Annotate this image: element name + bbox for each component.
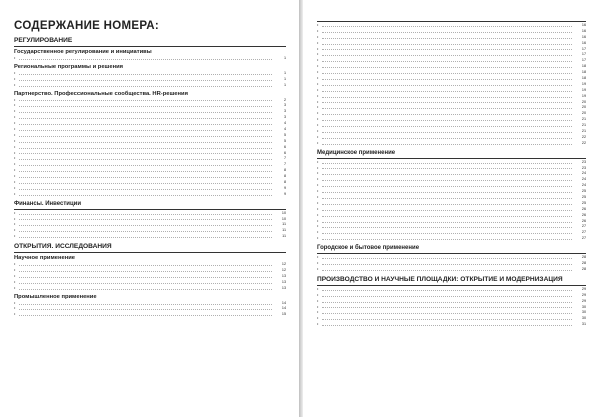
right-page [303, 0, 600, 417]
toc-entry-page: 11 [282, 234, 286, 239]
entry-text-placeholder [322, 162, 572, 164]
table-of-contents [317, 21, 586, 328]
entry-text-placeholder [19, 117, 272, 119]
bullet-icon: • [14, 262, 16, 267]
entry-text-placeholder [322, 238, 572, 240]
toc-entry-page: 3 [283, 115, 286, 120]
entry-text-placeholder [322, 143, 572, 145]
toc-entry-page: 10 [281, 216, 286, 221]
bullet-icon: • [14, 109, 16, 114]
bullet-icon: • [317, 189, 319, 194]
toc-entry-page: 23 [581, 159, 586, 164]
toc-entry-page: 30 [581, 304, 586, 309]
toc-entry-page: 13 [281, 285, 286, 290]
toc-entry-page: 26 [581, 218, 586, 223]
toc-entry-page: 4 [283, 121, 286, 126]
entry-text-placeholder [322, 203, 572, 205]
toc-entry-page: 13 [281, 273, 286, 278]
entry-text-placeholder [322, 312, 572, 314]
toc-entry-page: 19 [581, 93, 586, 98]
entry-text-placeholder [19, 230, 272, 232]
toc-entry-page: 20 [581, 99, 586, 104]
entry-text-placeholder [322, 90, 572, 92]
bullet-icon: • [14, 234, 16, 239]
toc-entry-page: 8 [283, 174, 286, 179]
entry-text-placeholder [322, 60, 572, 62]
toc-entry[interactable] [14, 192, 286, 198]
entry-text-placeholder [322, 137, 572, 139]
bullet-icon: • [317, 46, 319, 51]
entry-text-placeholder [322, 72, 572, 74]
bullet-icon: • [317, 261, 319, 266]
entry-text-placeholder [19, 170, 272, 172]
toc-entry-page: 7 [283, 162, 286, 167]
toc-section [14, 37, 286, 198]
bullet-icon: • [317, 322, 319, 327]
toc-entry-page: 9 [283, 185, 286, 190]
entry-text-placeholder [19, 141, 272, 143]
bullet-icon: • [317, 266, 319, 271]
entry-text-placeholder [322, 301, 572, 303]
toc-entry-page: 25 [581, 189, 586, 194]
toc-entry-page: 9 [283, 191, 286, 196]
entry-text-placeholder [322, 318, 572, 320]
bullet-icon: • [317, 140, 319, 145]
toc-entry-page: 27 [581, 224, 586, 229]
bullet-icon: • [14, 185, 16, 190]
toc-entry-page: 11 [282, 222, 286, 227]
entry-text-placeholder [19, 270, 272, 272]
bullet-icon: • [14, 312, 16, 317]
toc-entry-page: 21 [581, 129, 586, 134]
bullet-icon: • [14, 156, 16, 161]
toc-entry-page: 16 [581, 22, 586, 27]
toc-entry-page: 4 [283, 127, 286, 131]
entry-text-placeholder [322, 54, 572, 56]
entry-text-placeholder [19, 276, 272, 278]
section-rule [14, 46, 286, 47]
toc-section-title: ПРОИЗВОДСТВО И НАУЧНЫЕ ПЛОЩАДКИ: ОТКРЫТИЕ И МОДЕРНИЗАЦИЯ [317, 275, 563, 283]
entry-text-placeholder [322, 84, 572, 86]
entry-text-placeholder [322, 131, 572, 133]
bullet-icon: • [317, 177, 319, 182]
toc-entry[interactable] [14, 312, 286, 318]
entry-text-placeholder [19, 264, 272, 266]
toc-entry-page: 24 [581, 183, 586, 188]
bullet-icon: • [14, 300, 16, 305]
toc-entry-page: 24 [581, 171, 586, 176]
bullet-icon: • [317, 22, 319, 27]
toc-entry-page: 22 [581, 134, 586, 139]
toc-entry-page: 29 [581, 286, 586, 291]
bullet-icon: • [317, 99, 319, 104]
toc-entry-page: 15 [281, 312, 286, 317]
bullet-icon: • [317, 286, 319, 291]
bullet-icon: • [317, 111, 319, 116]
toc-section [317, 21, 586, 147]
entry-text-placeholder [322, 119, 572, 121]
entry-text-placeholder [322, 167, 572, 169]
bullet-icon: • [317, 224, 319, 229]
bullet-icon: • [317, 134, 319, 139]
entry-text-placeholder [322, 107, 572, 109]
toc-entry-page: 8 [283, 180, 286, 185]
entry-text-placeholder [19, 73, 272, 75]
entry-text-placeholder [19, 308, 272, 310]
toc-entry-page: 11 [282, 228, 286, 233]
entry-text-placeholder [19, 111, 272, 113]
toc-entry-page: 25 [581, 195, 586, 200]
toc-entry-page: 12 [281, 262, 286, 267]
toc-subsection-title: Государственное регулирование и инициативы [14, 49, 152, 55]
bullet-icon: • [317, 316, 319, 321]
toc-entry-page: 21 [581, 123, 586, 128]
bullet-icon: • [317, 304, 319, 309]
entry-text-placeholder [19, 105, 272, 107]
bullet-icon: • [317, 34, 319, 39]
bullet-icon: • [317, 183, 319, 188]
entry-text-placeholder [19, 158, 272, 160]
toc-entry-page: 26 [581, 206, 586, 211]
entry-text-placeholder [19, 218, 272, 220]
entry-text-placeholder [19, 224, 272, 226]
entry-text-placeholder [19, 188, 272, 190]
toc-subsection-title: Партнерство. Профессиональные сообщества. HR-решения [14, 90, 188, 97]
entry-text-placeholder [19, 236, 272, 238]
entry-text-placeholder [322, 179, 572, 181]
toc-entry-page: 28 [581, 266, 586, 271]
bullet-icon: • [14, 121, 16, 126]
bullet-icon: • [317, 40, 319, 45]
bullet-icon: • [317, 200, 319, 205]
toc-subsection-title: Региональные программы и решения [14, 63, 124, 70]
toc-entry-page: 13 [281, 279, 286, 284]
entry-text-placeholder [322, 78, 572, 80]
bullet-icon: • [317, 255, 319, 260]
bullet-icon: • [14, 55, 16, 60]
bullet-icon: • [14, 82, 16, 87]
section-rule [317, 21, 586, 22]
bullet-icon: • [14, 222, 16, 227]
toc-entry-page: 28 [581, 255, 586, 260]
toc-subsection-title: Научное применение [14, 255, 76, 262]
entry-text-placeholder [19, 213, 272, 215]
bullet-icon: • [317, 28, 319, 33]
bullet-icon: • [14, 306, 16, 311]
toc-section [14, 243, 286, 318]
entry-text-placeholder [322, 221, 572, 223]
toc-entry[interactable] [14, 234, 286, 240]
bullet-icon: • [317, 81, 319, 86]
bullet-icon: • [317, 171, 319, 176]
bullet-icon: • [317, 292, 319, 297]
entry-text-placeholder [322, 215, 572, 217]
entry-text-placeholder [322, 197, 572, 199]
bullet-icon: • [317, 105, 319, 110]
entry-text-placeholder [322, 232, 572, 234]
toc-entry-page: 16 [581, 28, 586, 33]
entry-text-placeholder [322, 191, 572, 193]
toc-section-title: ОТКРЫТИЯ. ИССЛЕДОВАНИЯ [14, 243, 112, 251]
toc-entry-page: 26 [581, 212, 586, 217]
entry-text-placeholder [322, 263, 572, 265]
entry-text-placeholder [322, 125, 572, 127]
bullet-icon: • [14, 132, 16, 137]
entry-text-placeholder [19, 85, 272, 87]
toc-entry-page: 1 [283, 82, 286, 87]
toc-entry-page: 3 [283, 103, 286, 108]
entry-text-placeholder [19, 303, 272, 305]
bullet-icon: • [317, 76, 319, 80]
bullet-icon: • [317, 165, 319, 170]
toc-entry-page: 2 [283, 97, 286, 102]
entry-text-placeholder [19, 123, 272, 125]
bullet-icon: • [317, 310, 319, 315]
section-rule [14, 209, 286, 210]
entry-text-placeholder [322, 257, 572, 259]
toc-entry-page: 19 [581, 81, 586, 86]
toc-entry-page: 23 [581, 165, 586, 170]
toc-entry-page: 1 [283, 70, 286, 75]
bullet-icon: • [14, 210, 16, 215]
left-page-header [14, 6, 286, 18]
toc-entry-page: 27 [581, 236, 586, 241]
toc-entry[interactable] [14, 83, 286, 89]
entry-text-placeholder [322, 31, 572, 33]
entry-text-placeholder [322, 306, 572, 308]
entry-text-placeholder [19, 314, 272, 316]
toc-entry-page: 22 [581, 140, 586, 145]
bullet-icon: • [317, 195, 319, 200]
toc-entry-page: 27 [581, 230, 586, 235]
toc-entry-page: 3 [283, 109, 286, 114]
entry-text-placeholder [19, 58, 272, 60]
bullet-icon: • [14, 191, 16, 196]
toc-section-title: Городское и бытовое применение [317, 245, 420, 252]
bullet-icon: • [317, 218, 319, 223]
bullet-icon: • [317, 70, 319, 75]
entry-text-placeholder [322, 269, 572, 271]
toc-entry-page: 5 [283, 138, 286, 143]
bullet-icon: • [317, 206, 319, 211]
toc-section-title: РЕГУЛИРОВАНИЕ [14, 37, 73, 44]
entry-text-placeholder [19, 194, 272, 196]
toc-section [317, 245, 586, 273]
bullet-icon: • [14, 216, 16, 221]
bullet-icon: • [14, 103, 16, 108]
toc-entry-page: 5 [283, 132, 286, 137]
toc-subsection-title: Промышленное применение [14, 293, 97, 300]
entry-text-placeholder [322, 37, 572, 39]
bullet-icon: • [14, 174, 16, 179]
toc-entry-page: 29 [581, 292, 586, 297]
bullet-icon: • [317, 129, 319, 134]
toc-entry-page: 28 [581, 261, 586, 266]
bullet-icon: • [317, 212, 319, 217]
toc-entry-page: 6 [283, 150, 286, 155]
toc-entry[interactable] [14, 286, 286, 292]
bullet-icon: • [317, 87, 319, 92]
bullet-icon: • [14, 168, 16, 173]
toc-entry-page: 18 [581, 70, 586, 75]
entry-text-placeholder [322, 289, 572, 291]
entry-text-placeholder [322, 226, 572, 228]
toc-entry-page: 21 [581, 117, 586, 122]
page-title: СОДЕРЖАНИЕ НОМЕРА: [14, 20, 160, 32]
entry-text-placeholder [19, 152, 272, 154]
toc-entry-page: 17 [581, 46, 586, 51]
toc-entry[interactable] [317, 322, 586, 328]
toc-section [14, 201, 286, 240]
toc-entry-page: 25 [581, 200, 586, 205]
toc-entry-page: 14 [281, 306, 286, 311]
entry-text-placeholder [322, 96, 572, 98]
toc-entry-page: 7 [283, 156, 286, 161]
bullet-icon: • [317, 298, 319, 303]
section-rule [317, 285, 586, 286]
entry-text-placeholder [19, 99, 272, 101]
toc-entry-page: 14 [281, 300, 286, 305]
toc-section [317, 150, 586, 242]
toc-entry-page: 16 [581, 34, 586, 39]
entry-text-placeholder [19, 129, 272, 131]
bullet-icon: • [14, 285, 16, 290]
toc-section-title: Финансы. Инвестиции [14, 200, 82, 207]
entry-text-placeholder [322, 25, 572, 27]
bullet-icon: • [317, 159, 319, 164]
toc-entry-page: 1 [283, 76, 286, 81]
entry-text-placeholder [322, 173, 572, 175]
bullet-icon: • [317, 123, 319, 128]
bullet-icon: • [317, 58, 319, 63]
toc-entry[interactable] [317, 267, 586, 273]
bullet-icon: • [14, 97, 16, 102]
toc-entry-page: 1 [283, 55, 286, 60]
toc-entry-page: 17 [581, 58, 586, 63]
entry-text-placeholder [19, 182, 272, 184]
bullet-icon: • [14, 127, 16, 131]
toc-entry-page: 16 [581, 40, 586, 45]
toc-entry-page: 8 [283, 168, 286, 173]
bullet-icon: • [14, 279, 16, 284]
bullet-icon: • [14, 144, 16, 149]
entry-text-placeholder [322, 209, 572, 211]
bullet-icon: • [14, 76, 16, 81]
table-of-contents [14, 37, 286, 318]
entry-text-placeholder [19, 288, 272, 290]
toc-entry[interactable] [317, 141, 586, 147]
bullet-icon: • [14, 138, 16, 143]
entry-text-placeholder [322, 295, 572, 297]
entry-text-placeholder [19, 79, 272, 81]
section-rule [317, 253, 586, 254]
right-page-header [317, 6, 586, 18]
entry-text-placeholder [322, 66, 572, 68]
toc-section [317, 276, 586, 328]
entry-text-placeholder [19, 176, 272, 178]
entry-text-placeholder [19, 282, 272, 284]
bullet-icon: • [14, 228, 16, 233]
entry-text-placeholder [322, 185, 572, 187]
toc-entry-page: 20 [581, 105, 586, 110]
entry-text-placeholder [322, 43, 572, 45]
bullet-icon: • [317, 117, 319, 122]
bullet-icon: • [317, 236, 319, 241]
entry-text-placeholder [322, 324, 572, 326]
bullet-icon: • [14, 115, 16, 120]
entry-text-placeholder [19, 135, 272, 137]
toc-entry-page: 18 [581, 64, 586, 69]
toc-entry[interactable] [317, 236, 586, 242]
entry-text-placeholder [19, 147, 272, 149]
toc-entry-page: 24 [581, 177, 586, 182]
bullet-icon: • [14, 180, 16, 185]
bullet-icon: • [317, 52, 319, 57]
section-rule [14, 252, 286, 253]
toc-section-title: Медицинское применение [317, 149, 396, 156]
entry-text-placeholder [322, 113, 572, 115]
toc-entry-page: 18 [581, 76, 586, 80]
bullet-icon: • [14, 150, 16, 155]
toc-entry-page: 10 [281, 210, 286, 215]
entry-text-placeholder [19, 164, 272, 166]
bullet-icon: • [317, 93, 319, 98]
toc-entry-page: 30 [581, 316, 586, 321]
section-rule [317, 158, 586, 159]
toc-entry-page: 6 [283, 144, 286, 149]
toc-entry-page: 20 [581, 111, 586, 116]
toc-entry[interactable] [14, 56, 286, 62]
toc-entry-page: 31 [581, 322, 586, 327]
entry-text-placeholder [322, 101, 572, 103]
bullet-icon: • [14, 70, 16, 75]
toc-entry-page: 12 [281, 268, 286, 273]
bullet-icon: • [14, 162, 16, 167]
toc-entry-page: 29 [581, 298, 586, 303]
bullet-icon: • [14, 273, 16, 278]
toc-entry-page: 30 [581, 310, 586, 315]
bullet-icon: • [317, 64, 319, 69]
bullet-icon: • [317, 230, 319, 235]
bullet-icon: • [14, 268, 16, 273]
toc-entry-page: 17 [581, 52, 586, 57]
toc-entry-page: 19 [581, 87, 586, 92]
entry-text-placeholder [322, 48, 572, 50]
